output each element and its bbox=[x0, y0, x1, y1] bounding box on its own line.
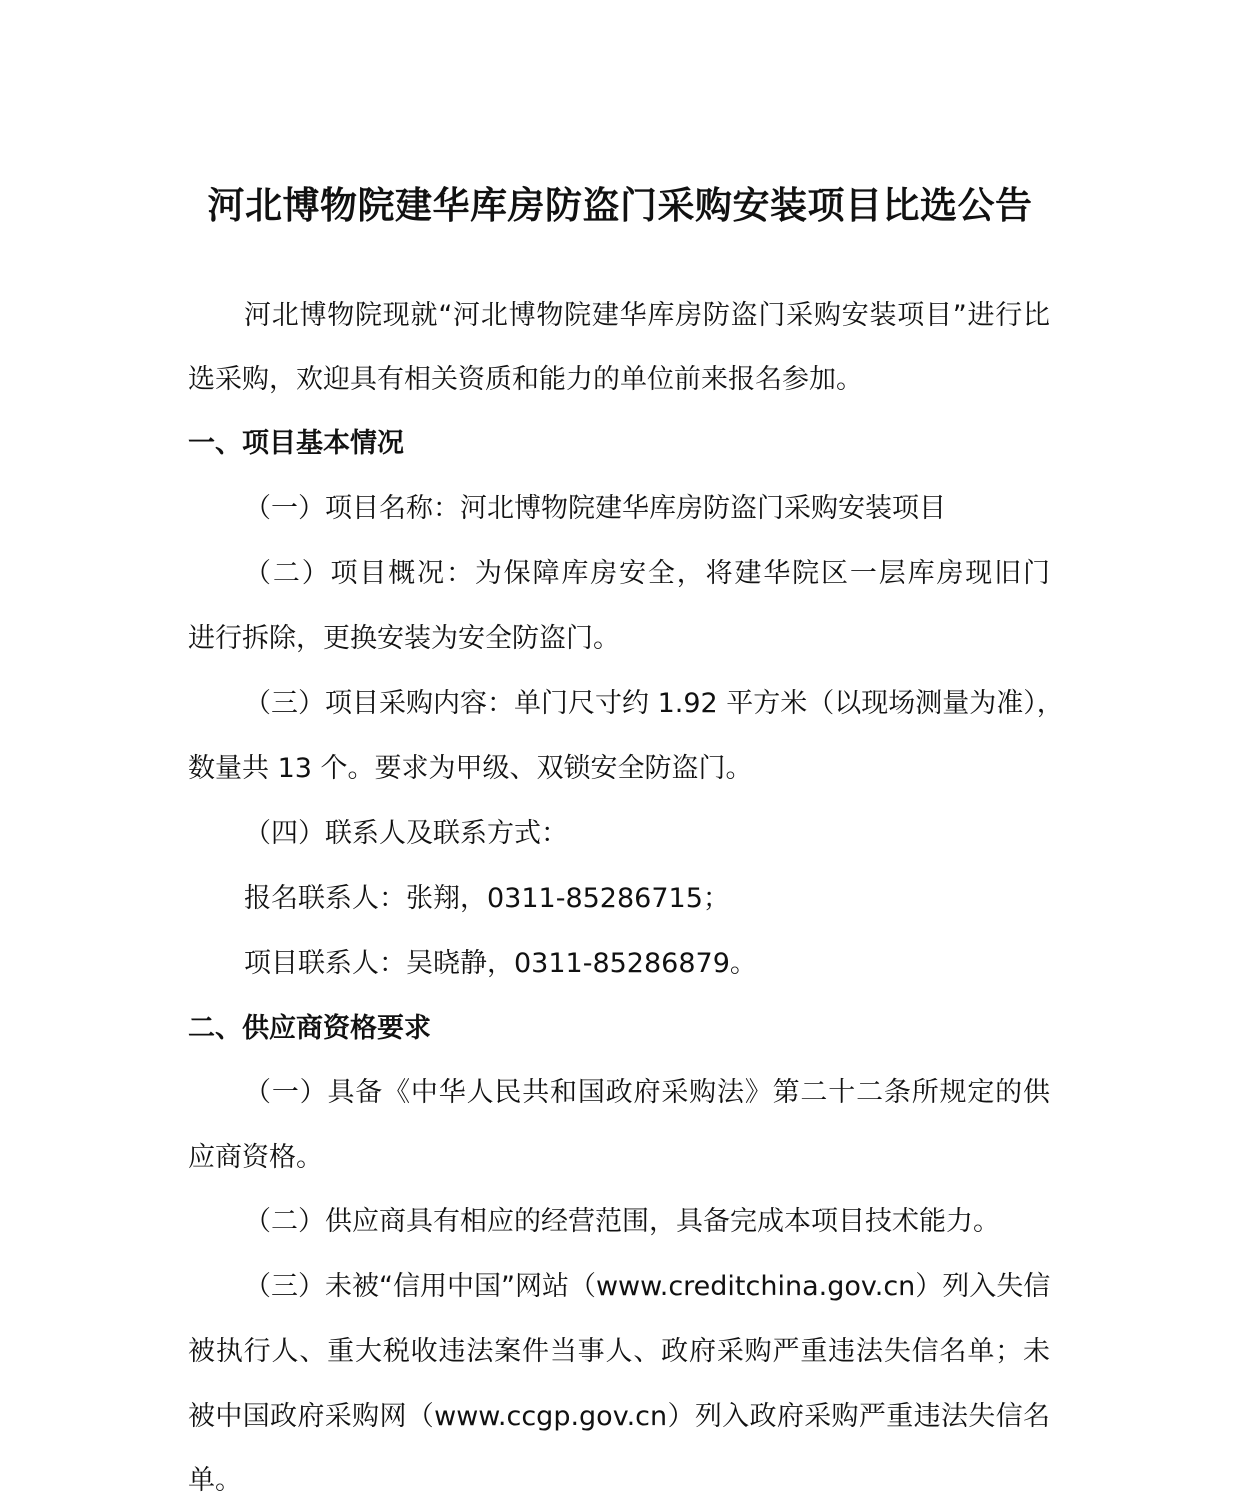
intro-line-2: 选采购，欢迎具有相关资质和能力的单位前来报名参加。 bbox=[188, 364, 863, 395]
qualification-2: （二）供应商具有相应的经营范围，具备完成本项目技术能力。 bbox=[244, 1206, 1000, 1237]
registration-contact: 报名联系人：张翔，0311-85286715； bbox=[244, 883, 730, 914]
procurement-content-line-1: （三）项目采购内容：单门尺寸约 1.92 平方米（以现场测量为准）， bbox=[244, 688, 1064, 719]
qualification-3-line-2: 被执行人、重大税收违法案件当事人、政府采购严重违法失信名单；未 bbox=[188, 1336, 1050, 1367]
qualification-1-line-2: 应商资格。 bbox=[188, 1142, 323, 1173]
qualification-3-line-1: （三）未被“信用中国”网站（www.creditchina.gov.cn）列入失信 bbox=[244, 1271, 1051, 1302]
section-1-heading: 一、项目基本情况 bbox=[188, 428, 404, 459]
procurement-content-line-2: 数量共 13 个。要求为甲级、双锁安全防盗门。 bbox=[188, 753, 753, 784]
intro-line-1: 河北博物院现就“河北博物院建华库房防盗门采购安装项目”进行比 bbox=[244, 300, 1050, 331]
section-2-heading: 二、供应商资格要求 bbox=[188, 1013, 431, 1044]
project-overview-line-1: （二）项目概况：为保障库房安全，将建华院区一层库房现旧门 bbox=[244, 558, 1050, 589]
project-contact: 项目联系人：吴晓静，0311-85286879。 bbox=[244, 948, 757, 979]
contact-heading: （四）联系人及联系方式： bbox=[244, 818, 568, 849]
qualification-1-line-1: （一）具备《中华人民共和国政府采购法》第二十二条所规定的供 bbox=[244, 1077, 1050, 1108]
qualification-3-line-4: 单。 bbox=[188, 1465, 242, 1496]
project-name: （一）项目名称：河北博物院建华库房防盗门采购安装项目 bbox=[244, 493, 946, 524]
project-overview-line-2: 进行拆除，更换安装为安全防盗门。 bbox=[188, 623, 620, 654]
qualification-3-line-3: 被中国政府采购网（www.ccgp.gov.cn）列入政府采购严重违法失信名 bbox=[188, 1401, 1050, 1432]
page-title: 河北博物院建华库房防盗门采购安装项目比选公告 bbox=[207, 184, 1033, 227]
